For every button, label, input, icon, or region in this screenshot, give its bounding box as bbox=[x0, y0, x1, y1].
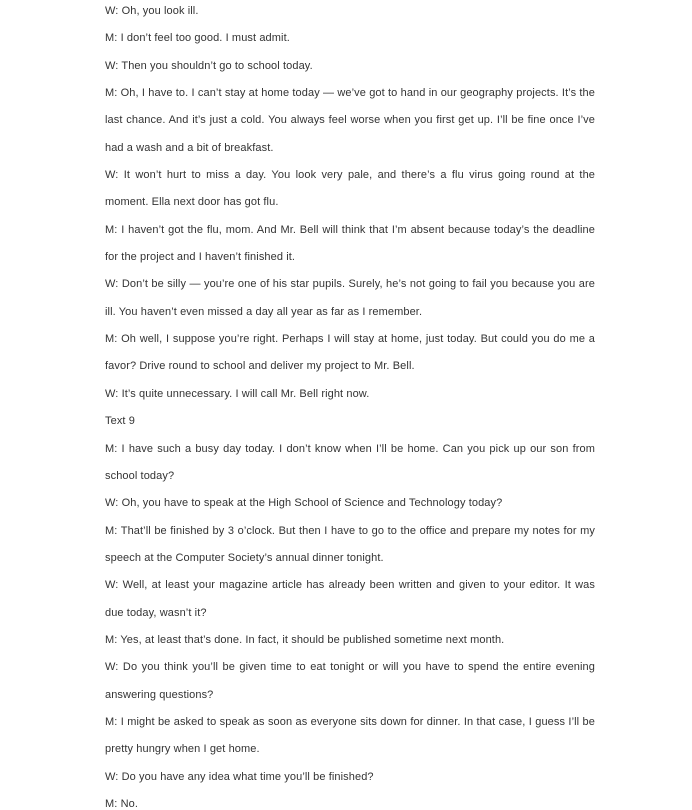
dialogue-line: W: Do you think you’ll be given time to eat tonight or will you have to spend the entire evening answering questions? bbox=[105, 661, 595, 701]
dialogue-line: M: I haven’t got the flu, mom. And Mr. Bell will think that I’m absent because today’s the deadline for the project and I haven’t finished it. bbox=[105, 223, 595, 264]
dialogue-line: W: Well, at least your magazine article has already been written and given to your editor. It was due today, wasn’t it? bbox=[105, 579, 595, 619]
dialogue-line: W: Oh, you look ill. bbox=[105, 5, 199, 17]
dialogue-line: W: Then you shouldn’t go to school today. bbox=[105, 59, 313, 72]
dialogue-line: M: I don’t feel too good. I must admit. bbox=[105, 32, 290, 45]
dialogue-line: M: Oh well, I suppose you’re right. Perhaps I will stay at home, just today. But could you do me a favor? Drive round to school and deliver my project to Mr. Bell. bbox=[105, 333, 595, 373]
dialogue-line: M: That’ll be finished by 3 o’clock. But then I have to go to the office and prepare my notes for my speech at the Computer Society’s annual dinner tonight. bbox=[105, 524, 595, 564]
dialogue-line: W: Oh, you have to speak at the High School of Science and Technology today? bbox=[105, 497, 503, 510]
dialogue-line: M: Yes, at least that’s done. In fact, it should be published sometime next month. bbox=[105, 633, 505, 646]
dialogue-line: W: Don’t be silly — you’re one of his star pupils. Surely, he’s not going to fail you because you are ill. You haven’t even missed a day all year as far as I remember. bbox=[105, 278, 595, 318]
dialogue-line: M: No. bbox=[105, 797, 138, 810]
dialogue-line: M: Oh, I have to. I can’t stay at home today — we’ve got to hand in our geography projects. It’s the last chance. And it’s just a cold. You always feel worse when you first get up. I’ll be fine once I’ve had a wash and a bit of breakfast. bbox=[105, 87, 595, 154]
dialogue-line: M: I have such a busy day today. I don’t know when I’ll be home. Can you pick up our son from school today? bbox=[105, 442, 595, 482]
section-heading: Text 9 bbox=[105, 415, 135, 428]
transcript-text-block bbox=[105, 0, 595, 810]
dialogue-line: M: I might be asked to speak as soon as everyone sits down for dinner. In that case, I guess I’ll be pretty hungry when I get home. bbox=[105, 715, 595, 756]
dialogue-line: W: Do you have any idea what time you’ll be finished? bbox=[105, 770, 374, 783]
dialogue-line: W: It won’t hurt to miss a day. You look very pale, and there’s a flu virus going round at the moment. Ella next door has got flu. bbox=[105, 169, 595, 209]
dialogue-line: W: It’s quite unnecessary. I will call Mr. Bell right now. bbox=[105, 387, 370, 400]
